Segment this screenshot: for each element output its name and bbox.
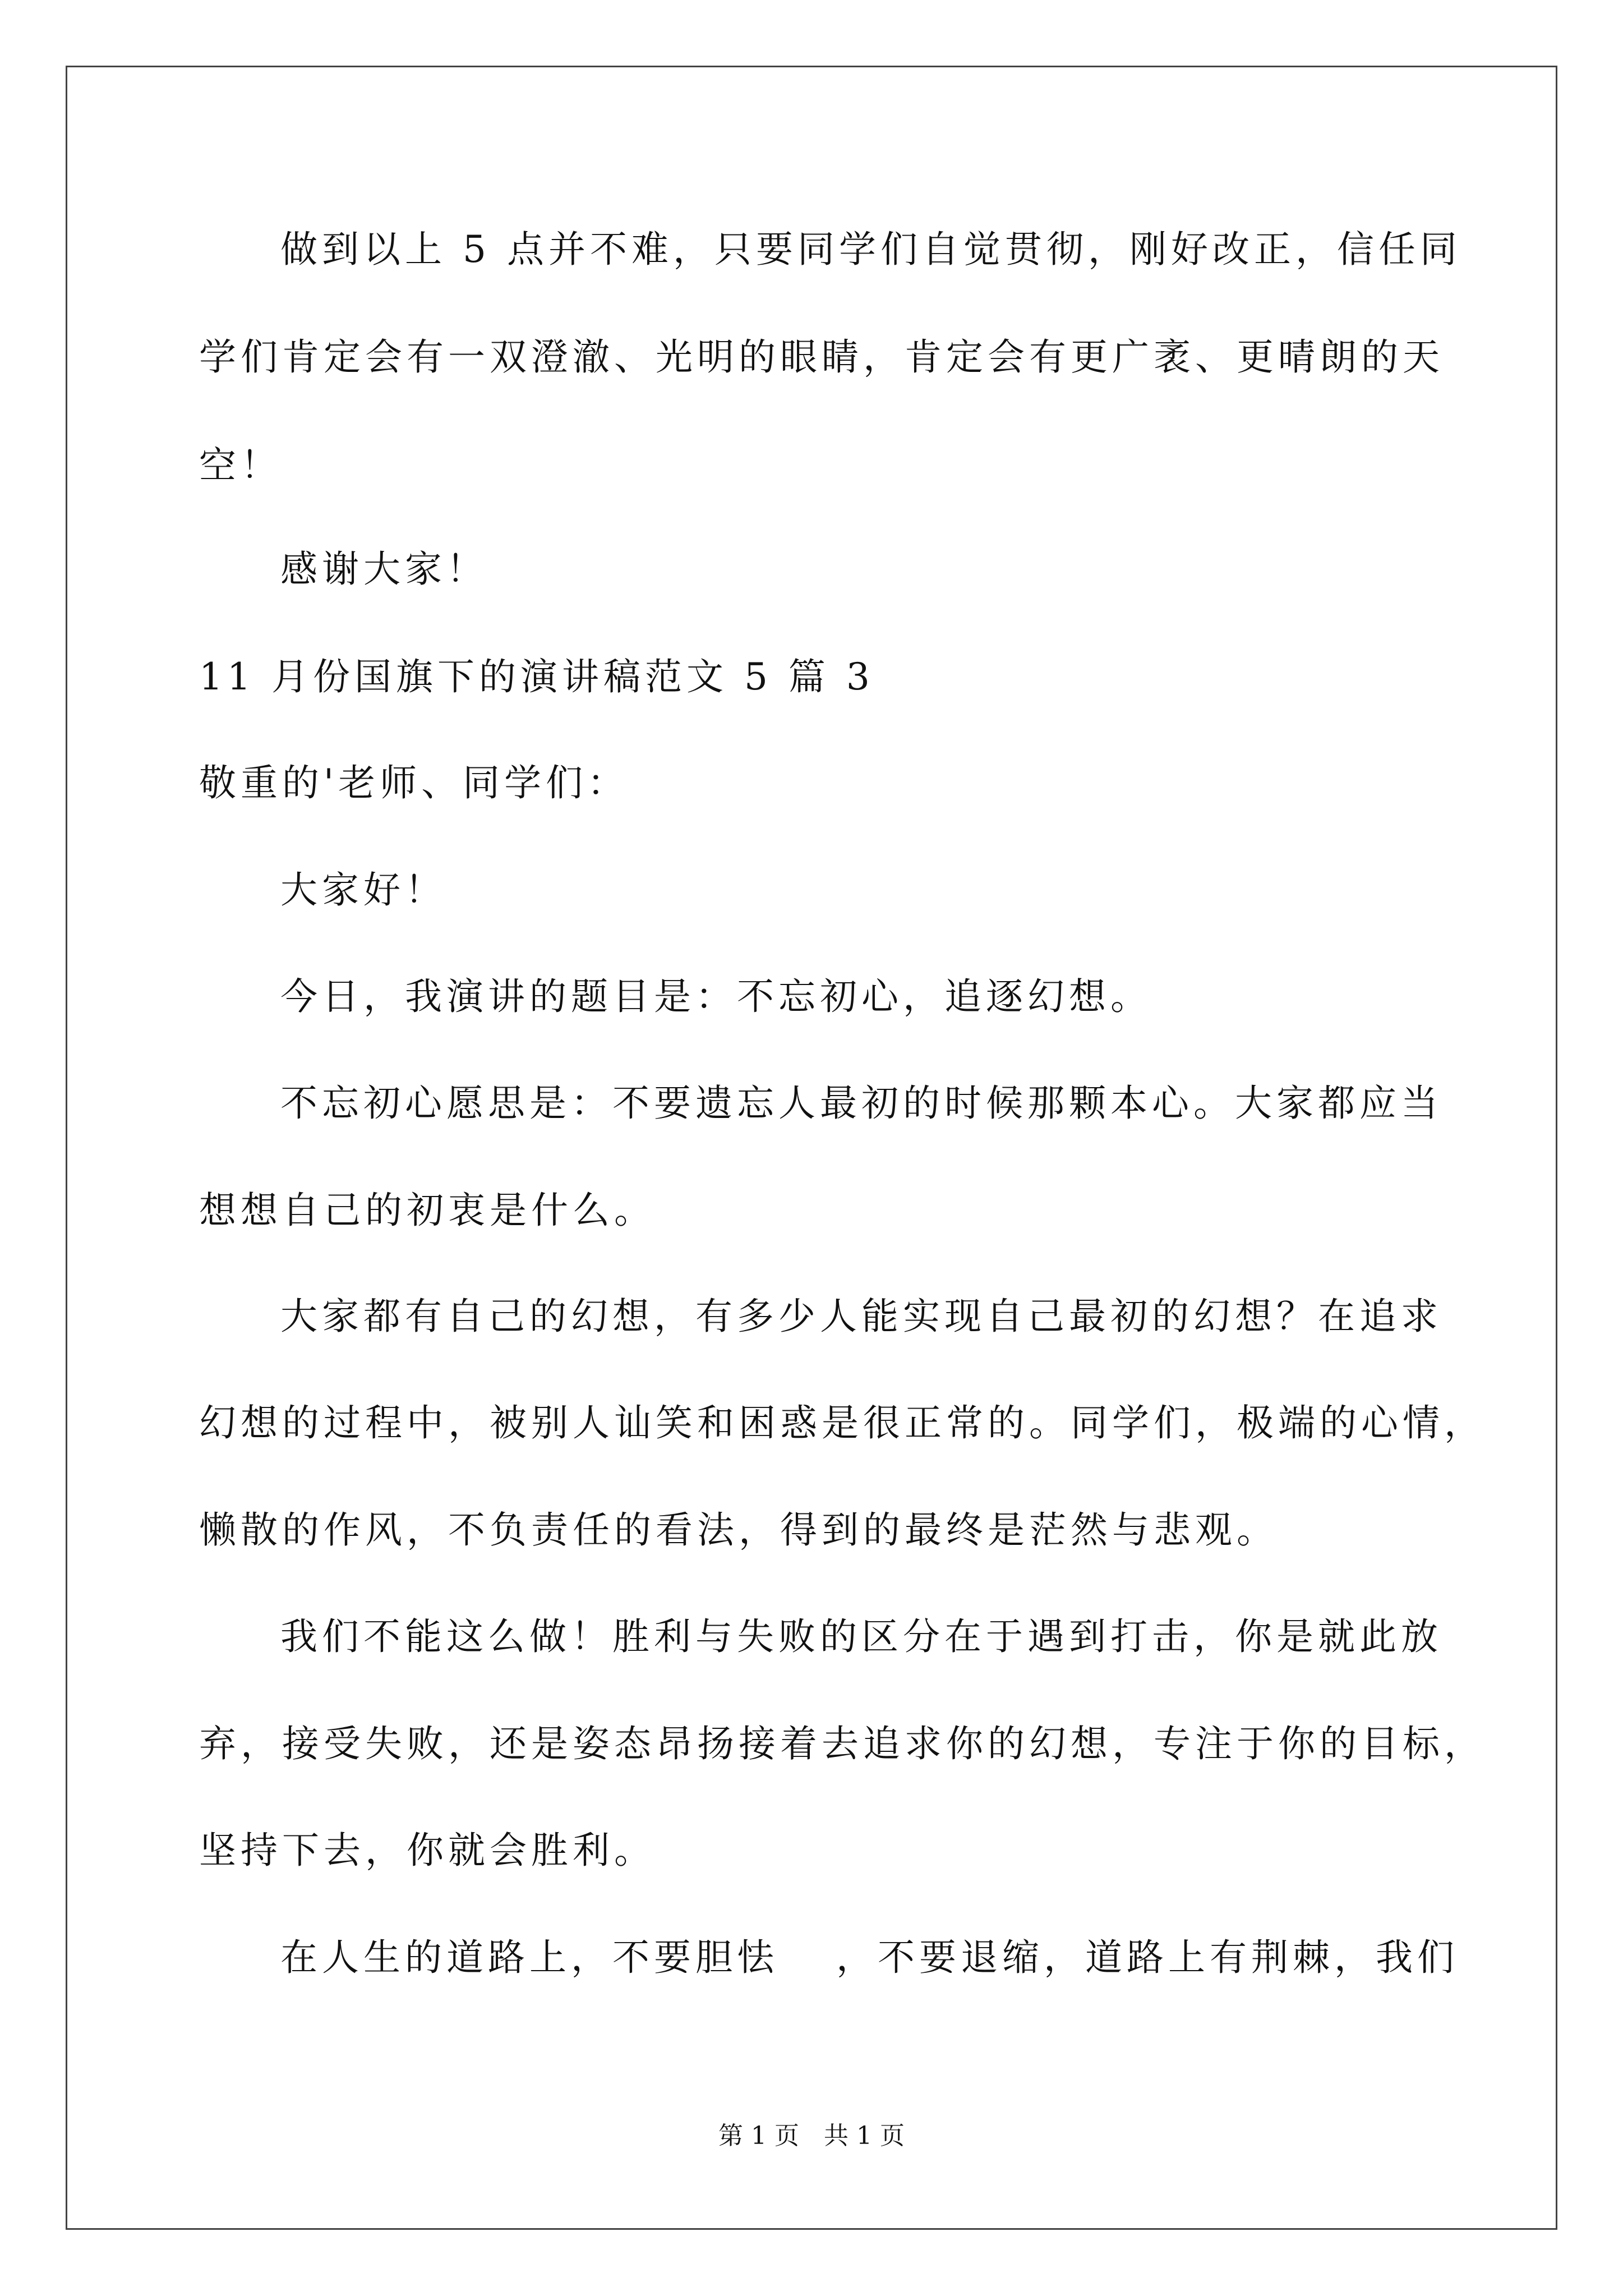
paragraph-line: 在人生的道路上，不要胆怯 ，不要退缩，道路上有荆棘，我们 — [280, 1936, 1459, 1979]
section-heading: 11 月份国旗下的演讲稿范文 5 篇 3 — [199, 655, 874, 698]
paragraph-line: 今日，我演讲的题目是：不忘初心，追逐幻想。 — [280, 975, 1152, 1018]
paragraph-line: 做到以上 5 点并不难，只要同学们自觉贯彻，刚好改正，信任同 — [280, 228, 1461, 271]
page-border — [66, 66, 1557, 2230]
paragraph-line: 大家都有自己的幻想，有多少人能实现自己最初的幻想？在追求 — [280, 1295, 1442, 1338]
paragraph-line: 感谢大家！ — [280, 547, 488, 591]
paragraph-line: 坚持下去，你就会胜利。 — [199, 1829, 656, 1872]
page-footer: 第 1 页 共 1 页 — [718, 2122, 905, 2150]
paragraph-line: 幻想的过程中，被别人讪笑和困惑是很正常的。同学们，极端的心情， — [199, 1401, 1486, 1444]
paragraph-line: 不忘初心愿思是：不要遗忘人最初的时候那颗本心。大家都应当 — [280, 1082, 1442, 1125]
paragraph-line: 学们肯定会有一双澄澈、光明的眼睛，肯定会有更广袤、更晴朗的天 — [199, 335, 1444, 379]
paragraph-line: 想想自己的初衷是什么。 — [199, 1189, 656, 1232]
paragraph-line: 大家好！ — [280, 868, 446, 912]
paragraph-line: 我们不能这么做！胜利与失败的区分在于遇到打击，你是就此放 — [280, 1615, 1442, 1658]
paragraph-line: 空！ — [199, 444, 282, 487]
paragraph-line: 弃，接受失败，还是姿态昂扬接着去追求你的幻想，专注于你的目标， — [199, 1722, 1486, 1765]
salutation: 敬重的'老师、同学们： — [199, 761, 629, 804]
paragraph-line: 懒散的作风，不负责任的看法，得到的最终是茫然与悲观。 — [199, 1508, 1278, 1552]
